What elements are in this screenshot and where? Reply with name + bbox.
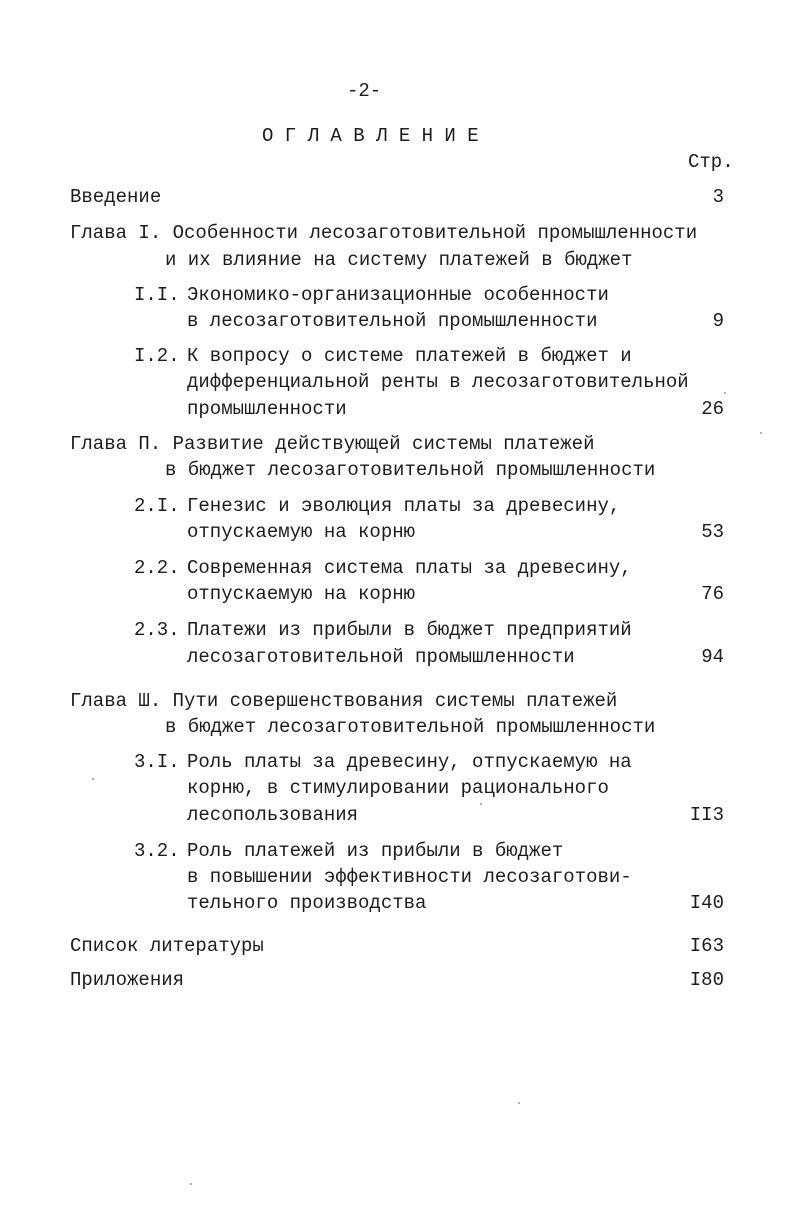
section-page: 76 [701,583,724,605]
section-title-line: лесозаготовительной промышленности [187,646,575,668]
section-title-line: Генезис и эволюция платы за древесину, [187,495,621,517]
scan-speck [518,1102,520,1104]
toc-entry-page: I63 [689,935,724,957]
section-title-line: Экономико-организационные особенности [187,284,609,306]
scan-speck [92,778,94,780]
section-title-line: в повышении эффективности лесозаготови- [187,866,632,888]
scan-speck [760,432,762,434]
section-page: 53 [701,521,724,543]
section-number: 3.I. [134,751,180,773]
chapter-title-line: и их влияние на систему платежей в бюджет [165,249,633,271]
toc-entry-page: 3 [712,186,724,208]
scan-speck [480,803,482,805]
section-page: 9 [712,310,724,332]
page-column-header: Стр. [688,151,734,173]
section-page: 94 [701,646,724,668]
scan-speck [724,392,726,394]
section-title-line: отпускаемую на корню [187,521,416,543]
section-title-line: дифференциальной ренты в лесозаготовительной [187,371,689,393]
chapter-title-line: в бюджет лесозаготовительной промышленности [165,716,656,738]
section-number: 2.2. [134,557,180,579]
section-number: I.2. [134,345,180,367]
toc-entry-page: I80 [689,969,724,991]
section-title-line: К вопросу о системе платежей в бюджет и [187,345,632,367]
section-title-line: Роль платежей из прибыли в бюджет [187,840,564,862]
section-number: 2.3. [134,619,180,641]
section-title-line: в лесозаготовительной промышленности [187,310,598,332]
section-title-line: Современная система платы за древесину, [187,557,632,579]
section-title-line: Роль платы за древесину, отпускаемую на [187,751,632,773]
chapter-title-line: Глава П. Развитие действующей системы платежей [70,433,595,455]
section-number: I.I. [134,284,180,306]
section-page: I40 [689,892,724,914]
chapter-title-line: Глава I. Особенности лесозаготовительной промышленности [70,222,698,244]
chapter-title-line: Глава Ш. Пути совершенствования системы платежей [70,690,618,712]
section-page: 26 [701,398,724,420]
section-number: 2.I. [134,495,180,517]
section-title-line: отпускаемую на корню [187,583,416,605]
section-title-line: корню, в стимулировании рационального [187,777,609,799]
page-title: О Г Л А В Л Е Н И Е [262,125,479,147]
page-number: -2- [347,80,382,102]
section-title-line: тельного производства [187,892,427,914]
toc-entry-title: Список литературы [70,935,264,957]
scan-speck [190,1183,192,1185]
section-title-line: лесопользования [187,804,359,826]
section-title-line: Платежи из прибыли в бюджет предприятий [187,619,632,641]
section-title-line: промышленности [187,398,347,420]
section-page: II3 [689,804,724,826]
chapter-title-line: в бюджет лесозаготовительной промышленности [165,459,656,481]
section-number: 3.2. [134,840,180,862]
toc-entry-title: Введение [70,186,162,208]
toc-entry-title: Приложения [70,969,185,991]
